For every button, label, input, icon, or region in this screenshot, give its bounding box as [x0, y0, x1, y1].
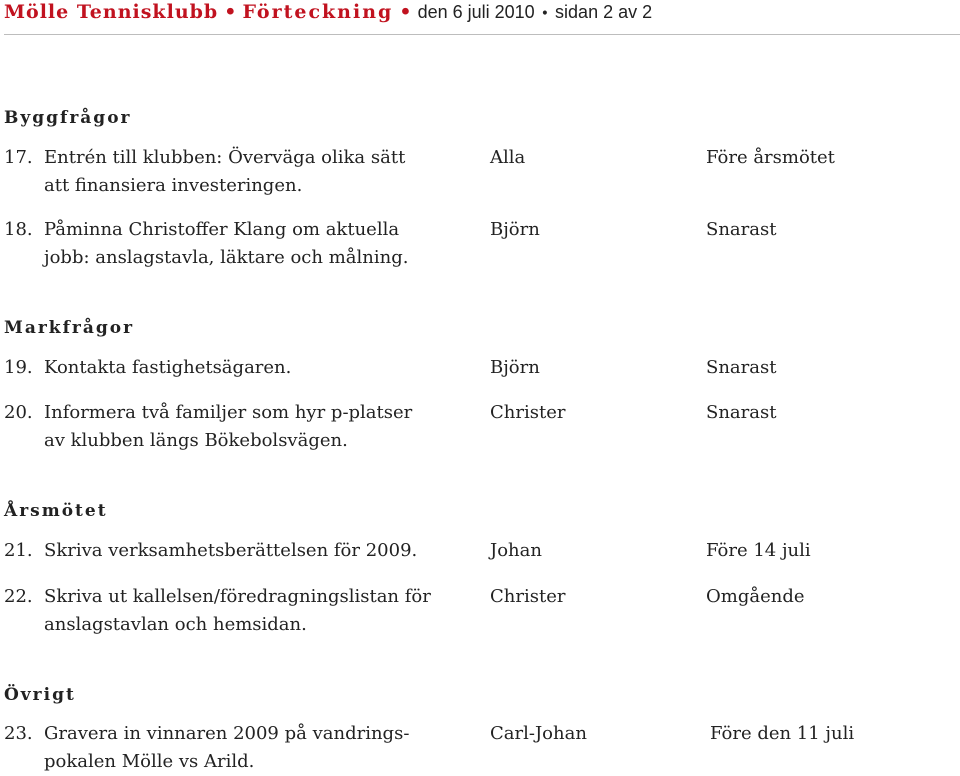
item-responsible: Björn	[490, 357, 540, 378]
header-separator: •	[540, 6, 549, 22]
item-task	[44, 720, 464, 776]
item-task	[44, 583, 464, 639]
item-responsible: Christer	[490, 586, 566, 607]
task-line: av klubben längs Bökebolsvägen.	[44, 430, 348, 451]
task-line: att finansiera investeringen.	[44, 175, 303, 196]
header-rule	[4, 34, 960, 35]
section-title-byggfragor: Byggfrågor	[4, 108, 132, 128]
header-separator: •	[224, 1, 237, 23]
section-title-ovrigt: Övrigt	[4, 685, 76, 705]
task-line: Informera två familjer som hyr p-platser	[44, 402, 413, 423]
item-responsible: Johan	[490, 540, 542, 561]
page-header	[4, 0, 652, 30]
item-deadline: Snarast	[706, 357, 777, 378]
task-line: Skriva verksamhetsberättelsen för 2009.	[44, 540, 418, 561]
task-line: anslagstavlan och hemsidan.	[44, 614, 307, 635]
item-number: 18.	[4, 219, 33, 240]
item-number: 22.	[4, 586, 33, 607]
section-title-markfragor: Markfrågor	[4, 318, 135, 338]
task-line: Gravera in vinnaren 2009 på vandrings-	[44, 723, 410, 744]
item-task	[44, 399, 464, 455]
item-responsible: Christer	[490, 402, 566, 423]
item-number: 17.	[4, 147, 33, 168]
header-separator: •	[399, 1, 412, 23]
item-task	[44, 144, 464, 200]
item-deadline: Omgående	[706, 586, 805, 607]
item-task	[44, 354, 464, 382]
item-responsible: Alla	[490, 147, 526, 168]
task-line: Skriva ut kallelsen/föredragningslistan för	[44, 586, 431, 607]
document-title: Förteckning	[242, 1, 394, 23]
item-responsible: Björn	[490, 219, 540, 240]
item-number: 19.	[4, 357, 33, 378]
item-task	[44, 537, 464, 565]
task-line: pokalen Mölle vs Arild.	[44, 751, 255, 772]
item-deadline: Snarast	[706, 402, 777, 423]
task-line: Kontakta fastighetsägaren.	[44, 357, 292, 378]
task-line: jobb: anslagstavla, läktare och målning.	[44, 247, 409, 268]
document-date: den 6 juli 2010	[417, 2, 535, 22]
club-name: Mölle Tennisklubb	[4, 1, 219, 23]
item-deadline: Före 14 juli	[706, 540, 811, 561]
item-number: 23.	[4, 723, 33, 744]
item-deadline: Snarast	[706, 219, 777, 240]
section-title-arsmotet: Årsmötet	[4, 501, 108, 521]
page-number: sidan 2 av 2	[555, 2, 653, 22]
task-line: Påminna Christoffer Klang om aktuella	[44, 219, 400, 240]
item-responsible: Carl-Johan	[490, 723, 587, 744]
item-number: 21.	[4, 540, 33, 561]
item-task	[44, 216, 464, 272]
task-line: Entrén till klubben: Överväga olika sätt	[44, 147, 406, 168]
item-deadline: Före årsmötet	[706, 147, 835, 168]
item-number: 20.	[4, 402, 33, 423]
item-deadline: Före den 11 juli	[710, 723, 855, 744]
